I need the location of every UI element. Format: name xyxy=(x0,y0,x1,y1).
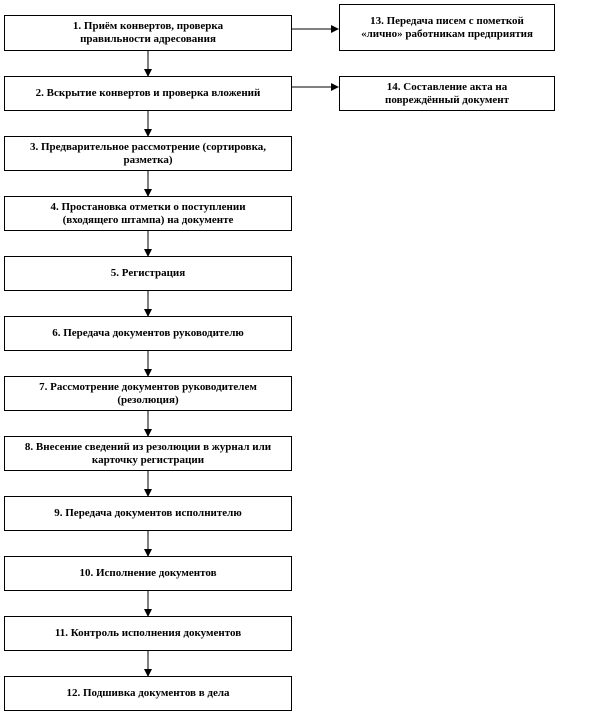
side-box-14: 14. Составление акта на повреждённый документ xyxy=(339,76,555,111)
step-box-6: 6. Передача документов руководителю xyxy=(4,316,292,351)
step-box-12: 12. Подшивка документов в дела xyxy=(4,676,292,711)
step-box-7: 7. Рассмотрение документов руководителем (резолюция) xyxy=(4,376,292,411)
step-box-10: 10. Исполнение документов xyxy=(4,556,292,591)
step-box-8: 8. Внесение сведений из резолюции в журнал или карточку регистрации xyxy=(4,436,292,471)
step-box-4: 4. Простановка отметки о поступлении (входящего штампа) на документе xyxy=(4,196,292,231)
step-box-5: 5. Регистрация xyxy=(4,256,292,291)
step-box-3: 3. Предварительное рассмотрение (сортировка, разметка) xyxy=(4,136,292,171)
step-box-2: 2. Вскрытие конвертов и проверка вложений xyxy=(4,76,292,111)
step-box-9: 9. Передача документов исполнителю xyxy=(4,496,292,531)
step-box-1: 1. Приём конвертов, проверка правильности адресования xyxy=(4,15,292,51)
step-box-11: 11. Контроль исполнения документов xyxy=(4,616,292,651)
side-box-13: 13. Передача писем с пометкой «лично» работникам предприятия xyxy=(339,4,555,51)
